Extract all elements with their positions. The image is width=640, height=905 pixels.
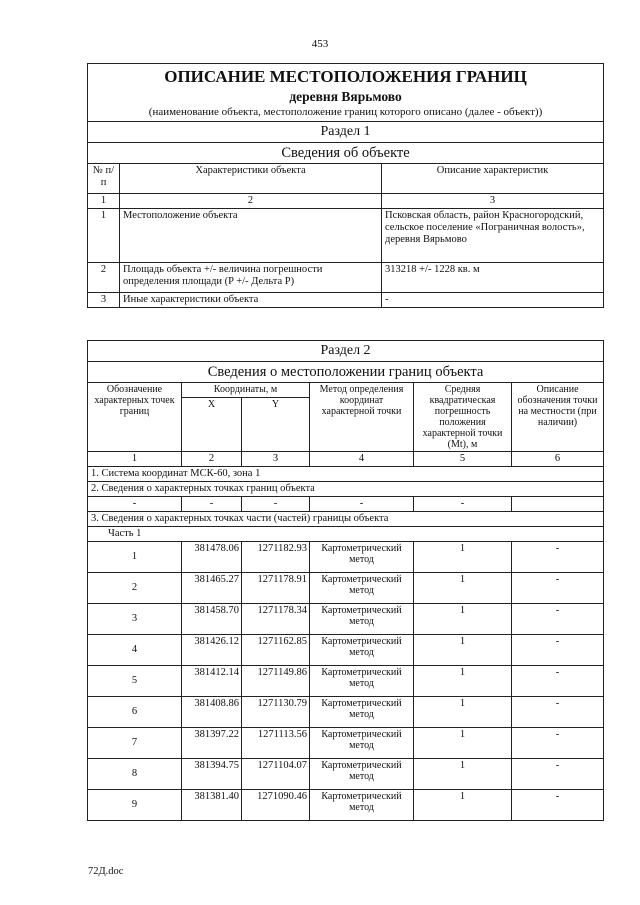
section2-label: Раздел 2 <box>88 341 604 362</box>
header-desc: Описание обозначения точки на местности (при наличии) <box>512 383 604 452</box>
table-row <box>88 604 604 635</box>
method-cell: Картометрический метод <box>310 759 414 790</box>
header-y: Y <box>242 398 310 452</box>
footer-filename: 72Д.doc <box>88 866 124 877</box>
error-cell: 1 <box>414 697 512 728</box>
coord-x: 381408.86 <box>182 697 242 728</box>
header-point: Обозначение характерных точек границ <box>88 383 182 452</box>
coord-y: 1271149.86 <box>242 666 310 697</box>
row-value: - <box>382 293 604 308</box>
coord-x: 381394.75 <box>182 759 242 790</box>
empty-cell: - <box>182 497 242 512</box>
error-cell: 1 <box>414 728 512 759</box>
error-cell: 1 <box>414 542 512 573</box>
desc-cell: - <box>512 697 604 728</box>
desc-cell: - <box>512 728 604 759</box>
coord-y: 1271130.79 <box>242 697 310 728</box>
col-number: 4 <box>310 452 414 467</box>
coord-y: 1271090.46 <box>242 790 310 821</box>
empty-cell: - <box>88 497 182 512</box>
section2-title: Сведения о местоположении границ объекта <box>88 362 604 383</box>
coord-system: 1. Система координат МСК-60, зона 1 <box>88 467 604 482</box>
point-number: 5 <box>88 666 182 697</box>
method-cell: Картометрический метод <box>310 604 414 635</box>
header-x: X <box>182 398 242 452</box>
col-number: 2 <box>182 452 242 467</box>
section1-table <box>87 63 604 308</box>
part-header: 3. Сведения о характерных точках части (частей) границы объекта <box>88 512 604 527</box>
point-number: 2 <box>88 573 182 604</box>
method-cell: Картометрический метод <box>310 697 414 728</box>
error-cell: 1 <box>414 666 512 697</box>
coord-x: 381426.12 <box>182 635 242 666</box>
desc-cell: - <box>512 573 604 604</box>
header-characteristics: Характеристики объекта <box>120 164 382 194</box>
point-number: 8 <box>88 759 182 790</box>
desc-cell: - <box>512 635 604 666</box>
col-number: 1 <box>88 452 182 467</box>
coord-y: 1271182.93 <box>242 542 310 573</box>
method-cell: Картометрический метод <box>310 542 414 573</box>
document-title: ОПИСАНИЕ МЕСТОПОЛОЖЕНИЯ ГРАНИЦ <box>164 67 527 86</box>
point-number: 1 <box>88 542 182 573</box>
error-cell: 1 <box>414 604 512 635</box>
table-row <box>88 635 604 666</box>
row-number: 2 <box>88 263 120 293</box>
point-number: 7 <box>88 728 182 759</box>
desc-cell: - <box>512 759 604 790</box>
point-number: 9 <box>88 790 182 821</box>
table-row <box>88 666 604 697</box>
coord-x: 381458.70 <box>182 604 242 635</box>
desc-cell: - <box>512 666 604 697</box>
coord-x: 381478.06 <box>182 542 242 573</box>
section1-label: Раздел 1 <box>88 122 604 143</box>
error-cell: 1 <box>414 573 512 604</box>
points-header: 2. Сведения о характерных точках границ объекта <box>88 482 604 497</box>
row-number: 3 <box>88 293 120 308</box>
empty-cell: - <box>242 497 310 512</box>
error-cell: 1 <box>414 759 512 790</box>
coord-x: 381397.22 <box>182 728 242 759</box>
point-number: 6 <box>88 697 182 728</box>
coord-y: 1271113.56 <box>242 728 310 759</box>
table-row <box>88 697 604 728</box>
section1-title: Сведения об объекте <box>88 143 604 164</box>
method-cell: Картометрический метод <box>310 790 414 821</box>
error-cell: 1 <box>414 635 512 666</box>
error-cell: 1 <box>414 790 512 821</box>
header-method: Метод определения координат характерной точки <box>310 383 414 452</box>
page-number: 453 <box>311 38 329 50</box>
point-number: 4 <box>88 635 182 666</box>
header-error: Средняя квадратическая погрешность положения характерной точки (Mt), м <box>414 383 512 452</box>
method-cell: Картометрический метод <box>310 573 414 604</box>
header-description: Описание характеристик <box>382 164 604 194</box>
method-cell: Картометрический метод <box>310 635 414 666</box>
col-number: 5 <box>414 452 512 467</box>
coord-y: 1271178.91 <box>242 573 310 604</box>
row-characteristic: Местоположение объекта <box>120 209 382 263</box>
table-row <box>88 728 604 759</box>
object-note: (наименование объекта, местоположение границ которого описано (далее - объект)) <box>148 106 543 118</box>
col-number: 3 <box>242 452 310 467</box>
object-name: деревня Вярьмово <box>289 89 402 104</box>
method-cell: Картометрический метод <box>310 728 414 759</box>
header-coords: Координаты, м <box>182 383 310 398</box>
section2-table <box>87 340 604 821</box>
empty-cell: - <box>414 497 512 512</box>
empty-cell <box>512 497 604 512</box>
desc-cell: - <box>512 604 604 635</box>
table-row <box>88 573 604 604</box>
row-value: 313218 +/- 1228 кв. м <box>382 263 604 293</box>
coord-y: 1271162.85 <box>242 635 310 666</box>
table-row <box>88 542 604 573</box>
row-characteristic: Площадь объекта +/- величина погрешности определения площади (P +/- Дельта P) <box>120 263 382 293</box>
table-row <box>88 790 604 821</box>
row-characteristic: Иные характеристики объекта <box>120 293 382 308</box>
point-number: 3 <box>88 604 182 635</box>
method-cell: Картометрический метод <box>310 666 414 697</box>
desc-cell: - <box>512 542 604 573</box>
part-label: Часть 1 <box>88 527 604 542</box>
col-number: 3 <box>382 194 604 209</box>
coord-x: 381381.40 <box>182 790 242 821</box>
desc-cell: - <box>512 790 604 821</box>
col-number: 2 <box>120 194 382 209</box>
empty-cell: - <box>310 497 414 512</box>
col-number: 6 <box>512 452 604 467</box>
row-value: Псковская область, район Красногородский, сельское поселение «Пограничная волость», деревня Вярьмово <box>382 209 604 263</box>
coord-x: 381465.27 <box>182 573 242 604</box>
coord-x: 381412.14 <box>182 666 242 697</box>
coord-y: 1271104.07 <box>242 759 310 790</box>
header-number: № п/п <box>88 164 120 194</box>
row-number: 1 <box>88 209 120 263</box>
col-number: 1 <box>88 194 120 209</box>
coord-y: 1271178.34 <box>242 604 310 635</box>
table-row <box>88 759 604 790</box>
